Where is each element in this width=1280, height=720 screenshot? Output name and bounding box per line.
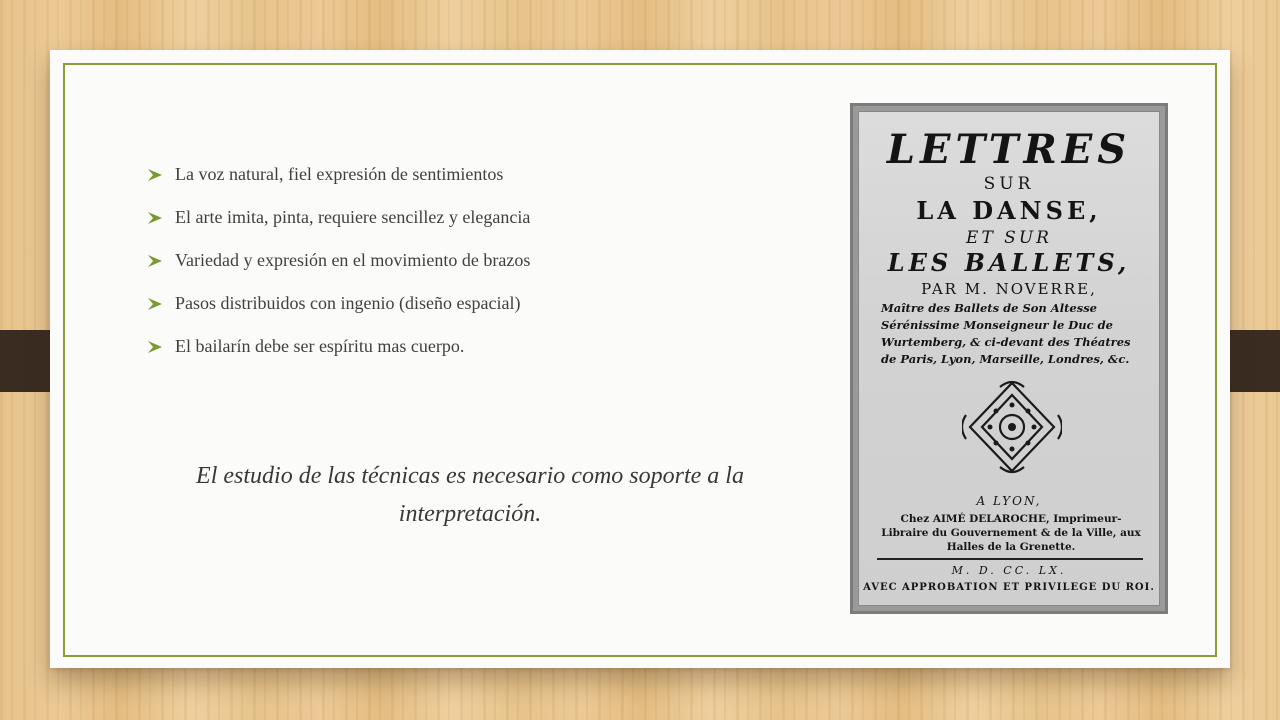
bullet-text: El arte imita, pinta, requiere sencillez y elegancia	[175, 207, 531, 227]
arrow-right-icon	[147, 168, 169, 182]
book-city: A LYON,	[976, 494, 1042, 508]
book-page	[858, 111, 1160, 606]
book-privilege: AVEC APPROBATION ET PRIVILEGE DU ROI.	[863, 582, 1155, 593]
book-title: LETTRES	[886, 126, 1132, 173]
book-author: PAR M. NOVERRE,	[921, 280, 1097, 298]
arrow-right-icon	[147, 340, 169, 354]
slide-card	[50, 50, 1230, 668]
book-title-page-image	[850, 103, 1168, 614]
list-item	[147, 282, 530, 325]
ornament-icon	[962, 377, 1062, 477]
bullet-text: Pasos distribuidos con ingenio (diseño espacial)	[175, 293, 521, 313]
book-publisher: Chez AIMÉ DELAROCHE, Imprimeur-Libraire du Gouvernement & de la Ville, aux Halles de la Grenette.	[881, 513, 1141, 553]
list-item	[147, 325, 530, 368]
book-sur: SUR	[983, 174, 1035, 194]
arrow-right-icon	[147, 254, 169, 268]
list-item	[147, 153, 530, 196]
quote-text: El estudio de las técnicas es necesario como soporte a la interpretación.	[196, 463, 744, 527]
book-et-sur: ET SUR	[966, 228, 1052, 248]
arrow-right-icon	[147, 297, 169, 311]
book-danse: LA DANSE,	[916, 196, 1102, 225]
book-rule	[877, 558, 1143, 560]
bullet-text: La voz natural, fiel expresión de sentimientos	[175, 164, 504, 184]
arrow-right-icon	[147, 211, 169, 225]
bullet-text: Variedad y expresión en el movimiento de brazos	[175, 250, 531, 270]
bullet-list	[147, 153, 530, 368]
list-item	[147, 239, 530, 282]
bullet-text: El bailarín debe ser espíritu mas cuerpo.	[175, 336, 465, 356]
book-year: M. D. CC. LX.	[951, 564, 1067, 577]
list-item	[147, 196, 530, 239]
book-subtitle: Maître des Ballets de Son Altesse Sérénissime Monseigneur le Duc de Wurtemberg, & ci-devant des Théatres de Paris, Lyon, Marseille, Londres, &c.	[881, 301, 1131, 366]
book-ballets: LES BALLETS,	[887, 248, 1131, 277]
